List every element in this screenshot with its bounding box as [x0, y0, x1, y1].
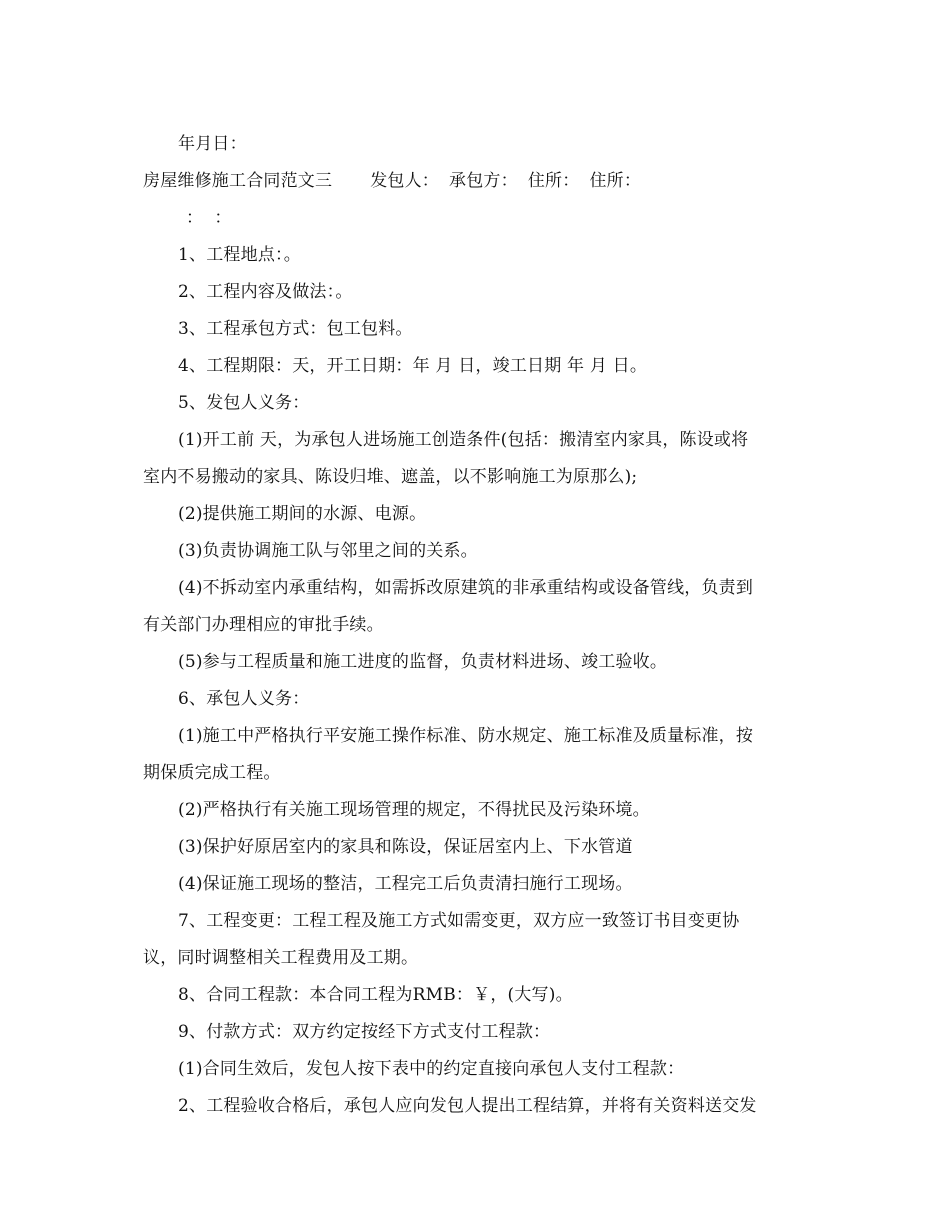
- address-a-label: 住所：: [527, 171, 580, 191]
- address-b-label: 住所：: [589, 171, 642, 191]
- paragraph: (2)严格执行有关施工现场管理的规定，不得扰民及污染环境。: [178, 800, 650, 820]
- paragraph: 期保质完成工程。: [143, 763, 281, 783]
- paragraph: (1)合同生效后，发包人按下表中的约定直接向承包人支付工程款：: [178, 1059, 685, 1079]
- paragraph: (3)负责协调施工队与邻里之间的关系。: [178, 541, 478, 561]
- document-title: 房屋维修施工合同范文三: [143, 171, 333, 191]
- paragraph: 议，同时调整相关工程费用及工期。: [143, 948, 419, 968]
- paragraph: 1、工程地点：。: [178, 245, 301, 265]
- paragraph: (3)保护好原居室内的家具和陈设，保证居室内上、下水管道: [178, 837, 633, 857]
- paragraph: 8、合同工程款：本合同工程为RMB：￥，(大写)。: [178, 985, 573, 1005]
- paragraph: (5)参与工程质量和施工进度的监督，负责材料进场、竣工验收。: [178, 652, 668, 672]
- paragraph: 5、发包人义务：: [178, 393, 310, 413]
- party-b-label: 承包方：: [449, 171, 518, 191]
- date-line: 年月日：: [178, 134, 247, 154]
- paragraph: 7、工程变更：工程工程及施工方式如需变更，双方应一致签订书目变更协: [178, 911, 740, 931]
- paragraph: 2、工程验收合格后，承包人应向发包人提出工程结算，并将有关资料送交发: [178, 1096, 757, 1116]
- party-a-label: 发包人：: [370, 171, 440, 191]
- paragraph: (4)保证施工现场的整洁，工程完工后负责清扫施行工现场。: [178, 874, 633, 894]
- colons-line: ： ：: [186, 208, 232, 228]
- paragraph: 6、承包人义务：: [178, 689, 310, 709]
- paragraph: 室内不易搬动的家具、陈设归堆、遮盖，以不影响施工为原那么);: [143, 467, 638, 487]
- paragraph: 有关部门办理相应的审批手续。: [143, 615, 384, 635]
- paragraph: (1)开工前 天，为承包人进场施工创造条件(包括：搬清室内家具，陈设或将: [178, 430, 749, 450]
- contract-header: [143, 170, 813, 192]
- paragraph: 9、付款方式：双方约定按经下方式支付工程款：: [178, 1022, 551, 1042]
- paragraph: (1)施工中严格执行平安施工操作标准、防水规定、施工标准及质量标准，按: [178, 726, 754, 746]
- paragraph: (2)提供施工期间的水源、电源。: [178, 504, 427, 524]
- paragraph: 4、工程期限：天，开工日期：年 月 日，竣工日期 年 月 日。: [178, 356, 648, 376]
- paragraph: 3、工程承包方式：包工包料。: [178, 319, 413, 339]
- paragraph: (4)不拆动室内承重结构，如需拆改原建筑的非承重结构或设备管线，负责到: [178, 578, 754, 598]
- paragraph: 2、工程内容及做法：。: [178, 282, 353, 302]
